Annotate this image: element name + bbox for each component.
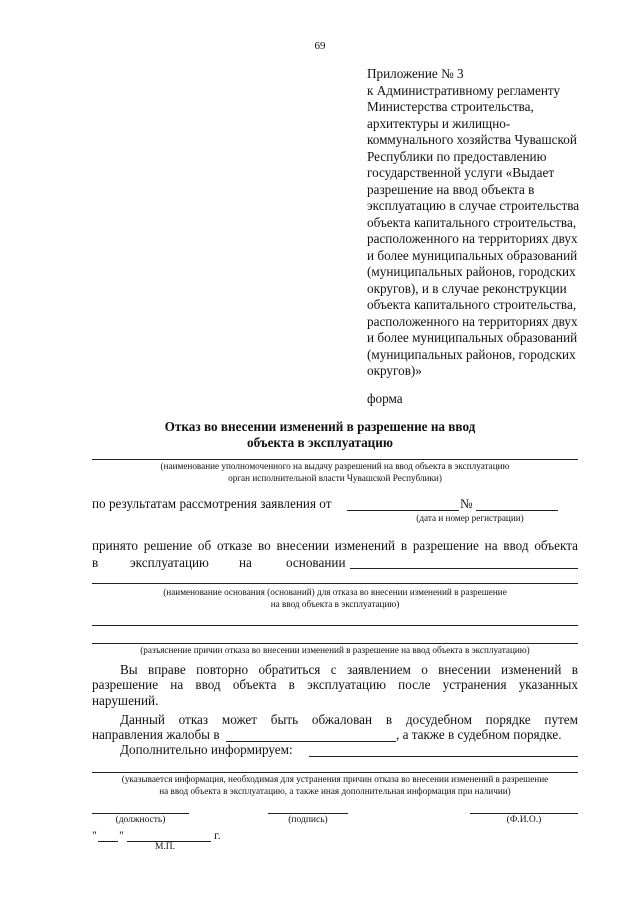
number-sign: № (460, 496, 473, 511)
date-open-quote: " (92, 828, 97, 842)
reapply-paragraph (92, 662, 578, 708)
paragraph2-line-1: Данный отказ может быть обжалован в досудебном порядке путем (120, 712, 578, 727)
page-number: 69 (314, 40, 326, 52)
appeal-paragraph (92, 712, 578, 727)
appendix-line: (муниципальных районов, городских (367, 264, 576, 279)
application-date-field[interactable] (347, 510, 459, 511)
appendix-line: Приложение № 3 (367, 66, 464, 81)
grounds-field-inline[interactable] (350, 568, 578, 569)
decision-text (92, 538, 578, 553)
date-day-field[interactable] (98, 841, 118, 842)
full-name-label: (Ф.И.О.) (506, 815, 542, 825)
appeal-text-after: , а также в судебном порядке. (396, 727, 562, 742)
decision-word: в (92, 555, 99, 570)
form-label: форма (367, 391, 403, 406)
authority-field[interactable] (92, 459, 578, 460)
title-line-1: Отказ во внесении изменений в разрешение на ввод (164, 419, 476, 434)
additional-caption (92, 774, 578, 797)
appendix-header (367, 66, 607, 380)
decision-line-1: принято решение об отказе во внесении изменений в разрешение на ввод объекта (92, 538, 578, 553)
appendix-line: эксплуатацию в случае строительства (367, 198, 580, 213)
decision-word: на (239, 555, 252, 570)
appendix-line: Республики по предоставлению (367, 148, 547, 164)
application-number-field[interactable] (476, 510, 558, 511)
signature-label: (подпись) (288, 815, 328, 825)
appendix-line: округов), и в случае реконструкции (367, 280, 567, 296)
stamp-label: М.П. (154, 842, 176, 852)
appendix-line: государственной услуги «Выдает (367, 165, 555, 180)
appendix-line: расположенного на территориях двух (367, 231, 578, 246)
appendix-line: объекта капитального строительства, (367, 214, 577, 230)
title-line-2: объекта в эксплуатацию (247, 434, 393, 450)
additional-info-label: Дополнительно информируем: (120, 742, 293, 757)
appendix-line: и более муниципальных образований (367, 330, 578, 345)
position-label: (должность) (115, 815, 166, 825)
grounds-field[interactable] (92, 583, 578, 584)
grounds-caption-line-2: на ввод объекта в эксплуатацию) (270, 598, 400, 609)
position-field[interactable] (92, 813, 189, 814)
authority-caption (92, 461, 578, 484)
document-title (90, 419, 550, 450)
appeal-text-before: направления жалобы в (92, 727, 220, 742)
authority-caption-line-2: орган исполнительной власти Чувашской Республики) (228, 472, 442, 483)
authority-caption-line-1: (наименование уполномоченного на выдачу разрешений на ввод объекта в эксплуатацию (160, 461, 510, 471)
paragraph1-line-2: разрешение на ввод объекта в эксплуатацию после устранения указанных (92, 677, 578, 693)
appendix-line: архитектуры и жилищно- (367, 115, 511, 131)
appendix-line: округов)» (367, 363, 422, 378)
appendix-line: объекта капитального строительства, (367, 297, 577, 312)
appendix-line: (муниципальных районов, городских (367, 346, 576, 362)
appendix-line: коммунального хозяйства Чувашской (367, 132, 577, 147)
paragraph1-line-1: Вы вправе повторно обратиться с заявлением о внесении изменений в (120, 662, 578, 677)
signature-field[interactable] (268, 813, 348, 814)
grounds-caption-line-1: (наименование основания (оснований) для отказа во внесении изменений в разрешение (163, 587, 507, 597)
explanation-caption: (разъяснение причин отказа во внесении изменений в разрешение на ввод объекта в эксплуатацию) (140, 645, 530, 655)
date-close-quote: " (119, 828, 124, 842)
appendix-line: расположенного на территориях двух (367, 313, 578, 329)
application-text: по результатам рассмотрения заявления от (92, 496, 332, 511)
decision-word: эксплуатацию (130, 555, 209, 570)
year-suffix: г. (214, 828, 221, 842)
additional-caption-line-2: на ввод объекта в эксплуатацию, а также иная дополнительная информация при наличии) (159, 785, 511, 796)
explanation-field-2[interactable] (92, 643, 578, 644)
appendix-line: и более муниципальных образований (367, 247, 578, 263)
appendix-line: разрешение на ввод объекта в (367, 181, 535, 197)
explanation-field-1[interactable] (92, 625, 578, 626)
appendix-line: к Административному регламенту (367, 82, 561, 98)
additional-caption-line-1: (указывается информация, необходимая для устранения причин отказа во внесении изменений в разрешение (121, 774, 549, 784)
decision-word: основании (286, 555, 346, 570)
paragraph1-line-3: нарушений. (92, 692, 159, 708)
additional-info-field[interactable] (309, 756, 578, 757)
registration-caption: (дата и номер регистрации) (416, 513, 524, 523)
grounds-caption (92, 587, 578, 610)
full-name-field[interactable] (470, 813, 578, 814)
appendix-line: Министерства строительства, (367, 99, 534, 114)
additional-info-field-2[interactable] (92, 772, 578, 773)
